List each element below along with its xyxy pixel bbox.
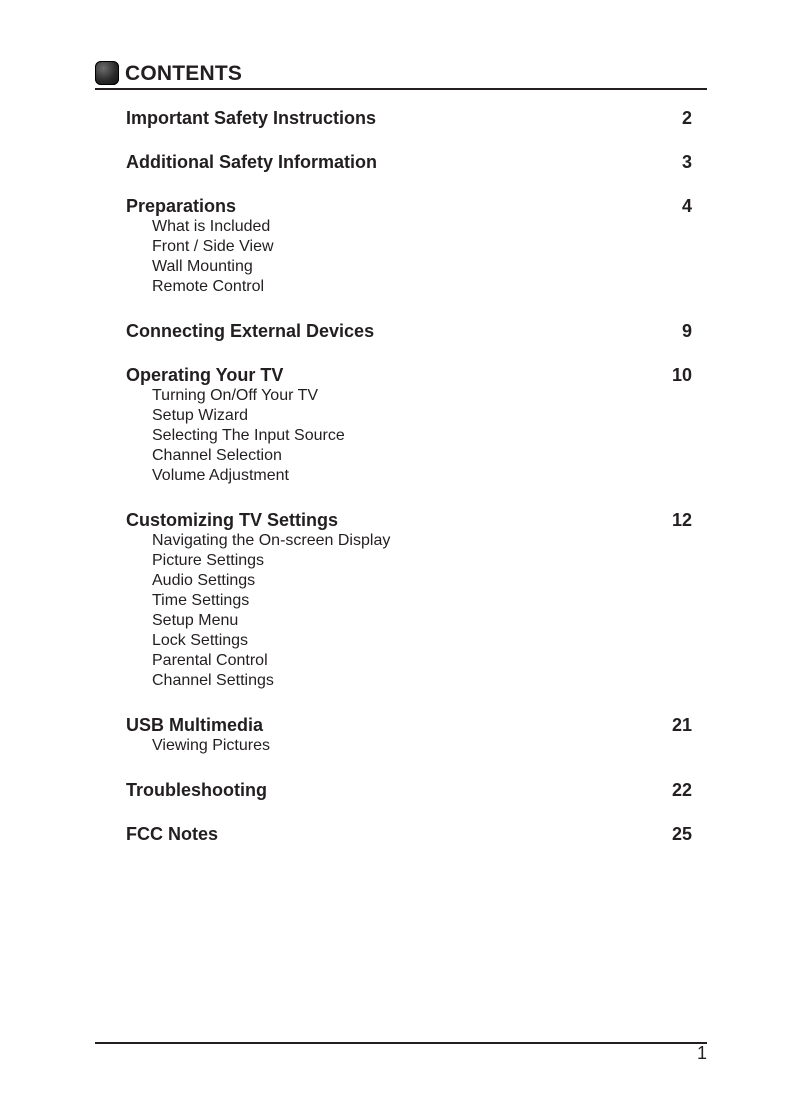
toc-page-number: 22 bbox=[671, 780, 692, 800]
toc-subsection-list bbox=[152, 386, 692, 486]
toc-subsection-item: Picture Settings bbox=[152, 552, 265, 569]
toc-subsection-list bbox=[152, 736, 692, 756]
toc-subsection-item: Parental Control bbox=[152, 652, 268, 669]
toc-page-number: 3 bbox=[681, 152, 692, 172]
toc-section-title: Important Safety Instructions bbox=[126, 108, 377, 128]
rounded-square-bullet-icon bbox=[95, 61, 119, 85]
toc-section-title: FCC Notes bbox=[126, 824, 219, 844]
footer-divider bbox=[95, 1042, 707, 1044]
page-number: 1 bbox=[696, 1043, 707, 1063]
toc-entry bbox=[126, 715, 692, 735]
toc-section-title: Additional Safety Information bbox=[126, 152, 378, 172]
toc-page-number: 25 bbox=[671, 824, 692, 844]
toc-subsection-list bbox=[152, 217, 692, 297]
toc-entry bbox=[126, 510, 692, 530]
contents-header bbox=[95, 61, 707, 90]
toc-section bbox=[126, 510, 692, 691]
toc-subsection-item: Viewing Pictures bbox=[152, 737, 270, 754]
toc-subsection-item: Audio Settings bbox=[152, 572, 256, 589]
toc-section-title: Troubleshooting bbox=[126, 780, 267, 800]
toc-subsection-item: Selecting The Input Source bbox=[152, 427, 345, 444]
toc-subsection-item: Front / Side View bbox=[152, 238, 274, 255]
toc-section bbox=[126, 321, 692, 341]
toc-entry bbox=[126, 152, 692, 172]
toc-subsection-item: Remote Control bbox=[152, 278, 265, 295]
toc-page-number: 12 bbox=[671, 510, 692, 530]
toc-subsection-item: Channel Settings bbox=[152, 672, 274, 689]
toc-entry bbox=[126, 824, 692, 844]
toc-subsection-item: What is Included bbox=[152, 218, 271, 235]
toc-section bbox=[126, 715, 692, 756]
toc-section-title: Connecting External Devices bbox=[126, 321, 375, 341]
toc-subsection-item: Time Settings bbox=[152, 592, 250, 609]
toc-subsection-item: Turning On/Off Your TV bbox=[152, 387, 319, 404]
toc-subsection-list bbox=[152, 531, 692, 691]
toc-section-title: Operating Your TV bbox=[126, 365, 284, 385]
toc-section-title: Preparations bbox=[126, 196, 237, 216]
toc-entry bbox=[126, 780, 692, 800]
toc-page-number: 4 bbox=[681, 196, 692, 216]
toc-entry bbox=[126, 321, 692, 341]
toc-subsection-item: Navigating the On-screen Display bbox=[152, 532, 391, 549]
toc-entry bbox=[126, 108, 692, 128]
toc-subsection-item: Setup Wizard bbox=[152, 407, 249, 424]
toc-section bbox=[126, 780, 692, 800]
toc-subsection-item: Wall Mounting bbox=[152, 258, 253, 275]
toc-entry bbox=[126, 196, 692, 216]
toc-section-title: Customizing TV Settings bbox=[126, 510, 339, 530]
toc-subsection-item: Channel Selection bbox=[152, 447, 282, 464]
page-title: CONTENTS bbox=[125, 62, 243, 85]
toc-section bbox=[126, 365, 692, 486]
table-of-contents bbox=[126, 108, 692, 868]
toc-entry bbox=[126, 365, 692, 385]
toc-section bbox=[126, 824, 692, 844]
toc-page-number: 10 bbox=[671, 365, 692, 385]
toc-subsection-item: Setup Menu bbox=[152, 612, 239, 629]
toc-page-number: 2 bbox=[681, 108, 692, 128]
toc-page-number: 21 bbox=[671, 715, 692, 735]
toc-subsection-item: Volume Adjustment bbox=[152, 467, 289, 484]
toc-section bbox=[126, 196, 692, 297]
toc-section bbox=[126, 152, 692, 172]
toc-page-number: 9 bbox=[681, 321, 692, 341]
toc-section-title: USB Multimedia bbox=[126, 715, 264, 735]
toc-section bbox=[126, 108, 692, 128]
toc-subsection-item: Lock Settings bbox=[152, 632, 249, 649]
